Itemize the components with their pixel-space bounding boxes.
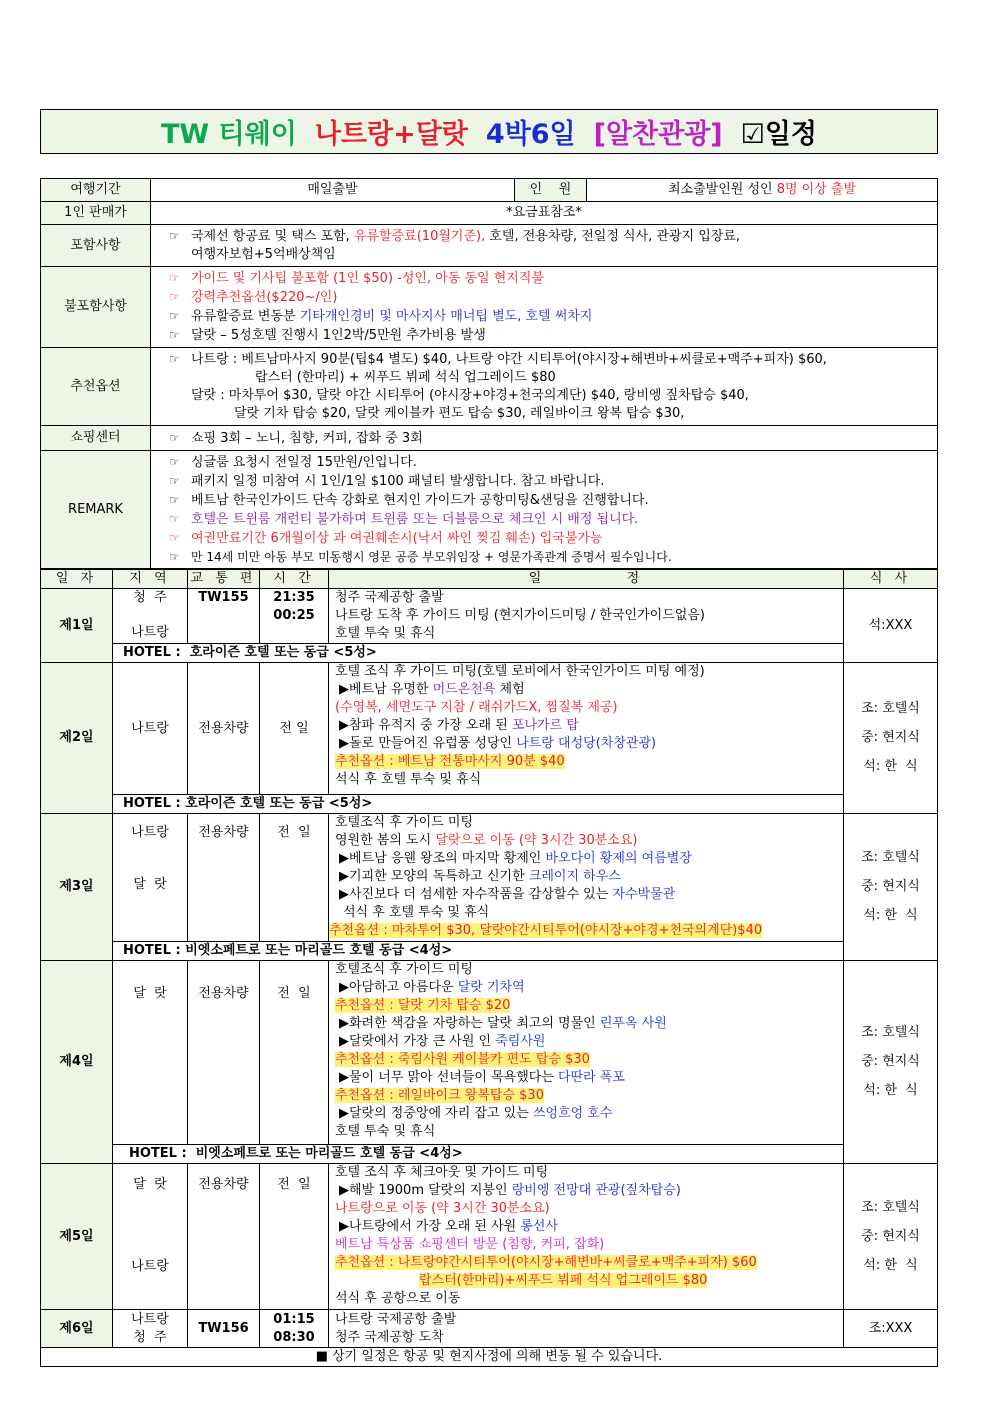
hand-pointing-icon: ☞ <box>169 290 180 304</box>
day1-time-2: 00:25 <box>273 608 315 623</box>
day3-meal-dinner: 석: 한 식 <box>863 908 918 923</box>
exclude-value <box>151 267 938 348</box>
page-title <box>40 109 938 154</box>
day4-plan-7 <box>335 1069 839 1087</box>
day1-city-1: 청 주 <box>133 590 167 605</box>
day2-meal-dinner: 석: 한 식 <box>863 759 918 774</box>
day5-langbiang: 랑비엥 전망대 관광(짚차탑승) <box>511 1183 681 1198</box>
day2-label: 제2일 <box>41 663 113 814</box>
day2-hotel: HOTEL : 호라이즌 호텔 또는 동급 <5성> <box>113 795 844 814</box>
day1-label: 제1일 <box>41 589 113 663</box>
day4-plan-7-text: ▶물이 너무 맑아 선녀들이 목욕했다는 <box>339 1070 559 1085</box>
day4-plan-9 <box>335 1105 839 1123</box>
day2-row <box>41 663 938 795</box>
day4-meal-breakfast: 조: 호텔식 <box>861 1025 920 1040</box>
day3-hotel: HOTEL : 비엣소페트로 또는 마리골드 호텔 동급 <4성> <box>113 942 844 961</box>
day2-transport: 전용차량 <box>188 663 260 795</box>
day4-plan-4-text: ▶화려한 색감을 자랑하는 달랏 최고의 명물인 <box>339 1016 600 1031</box>
day3-option: 추천옵션 : 마차투어 $30, 달랏야간시티투어(야시장+야경+천국의계단)$40 <box>329 923 763 938</box>
include-value <box>151 225 938 267</box>
include-fuel: 유류할증료(10월기준), <box>353 229 486 244</box>
day4-hotel: HOTEL : 비엣소페트로 또는 마리골드 호텔 동급 <4성> <box>113 1145 844 1164</box>
remark-passport: 여권만료기간 <box>191 531 271 546</box>
day4-option-train: 추천옵션 : 달랏 기차 탑승 $20 <box>335 998 511 1013</box>
day1-time-1: 21:35 <box>273 590 315 605</box>
include-text-2: 호텔, 전용차량, 전일정 식사, 관광지 입장료, <box>485 229 741 244</box>
exclude-personal: 기타개인경비 및 마사지사 매너팁 별도, 호텔 써차지 <box>299 309 593 324</box>
hand-pointing-icon: ☞ <box>169 328 180 342</box>
day2-plan-2-post: 체험 <box>495 682 525 697</box>
day6-time-2: 08:30 <box>273 1329 315 1345</box>
day2-ponagar: 포나가르 탑 <box>511 718 579 733</box>
info-table <box>40 178 938 569</box>
hand-pointing-icon: ☞ <box>169 229 180 243</box>
day5-option-night-tour: 추천옵션 : 나트랑야간시티투어(야시장+해변바+씨클로+맥주+피자) $60 <box>335 1255 757 1270</box>
hand-pointing-icon: ☞ <box>169 550 180 564</box>
hand-pointing-icon: ☞ <box>169 271 180 285</box>
day6-time-1: 01:15 <box>273 1311 315 1327</box>
day4-label: 제4일 <box>41 961 113 1164</box>
title-destination: 나트랑+달랏 <box>314 119 468 150</box>
day5-row <box>41 1164 938 1310</box>
day2-time: 전 일 <box>260 663 329 795</box>
day4-time: 전 일 <box>260 961 329 1145</box>
day3-plan-5-text: ▶사진보다 더 섬세한 자수작품을 감상할수 있는 <box>339 887 613 902</box>
day2-city: 나트랑 <box>113 663 188 795</box>
remark-passport-2: 과 여권훼손시(낙서 싸인 찢김 훼손) 입국불가능 <box>329 531 603 546</box>
exclude-option: 강력추천옵션($220~/인) <box>191 290 338 305</box>
people-value-text: 최소출발인원 성인 <box>667 182 777 197</box>
day3-plan-2-text: 영원한 봄의 도시 <box>335 833 436 848</box>
title-duration: 4박6일 <box>485 119 576 150</box>
people-value <box>587 179 938 202</box>
day4-city: 달 랏 <box>113 961 188 1145</box>
day2-plan-4-text: ▶참파 유적지 중 가장 오래 된 <box>339 718 512 733</box>
remark-minor: 만 14세 미만 아동 부모 미동행시 영문 공증 부모위임장 + 영문가족관계 증명서 필수입니다. <box>191 550 672 564</box>
option-nhatrang: 나트랑 : 베트남마사지 90분(팁$4 별도) $40, 나트랑 야간 시티투어(야시장+해변바+씨클로+맥주+피자) $60, <box>191 352 827 367</box>
exclude-dalat: 달랏 – 5성호텔 진행시 1인2박/5만원 추가비용 발생 <box>191 328 486 343</box>
day4-plan-2 <box>335 979 839 997</box>
day4-datanla: 다딴라 폭포 <box>558 1070 625 1085</box>
option-lobster: 랍스터 (한마리) + 씨푸드 뷔페 석식 업그레이드 $80 <box>255 370 556 385</box>
day4-meal-lunch: 중: 현지식 <box>861 1054 920 1069</box>
day3-plan-1: 호텔조식 후 가이드 미팅 <box>335 815 473 830</box>
day2-plan-7: 석식 후 호텔 투숙 및 휴식 <box>335 772 482 787</box>
day2-plan-5-text: ▶돌로 만들어진 유럽풍 성당인 <box>339 736 517 751</box>
day5-option-lobster: 랍스터(한마리)+씨푸드 뷔페 석식 업그레이드 $80 <box>419 1273 708 1288</box>
day2-meal-lunch: 중: 현지식 <box>861 730 920 745</box>
hand-pointing-icon: ☞ <box>169 493 180 507</box>
col-meal: 식 사 <box>844 570 938 589</box>
day3-label: 제3일 <box>41 814 113 961</box>
col-day: 일 자 <box>41 570 113 589</box>
col-plan: 일 정 <box>329 570 844 589</box>
day5-plan-2-text: ▶해발 1900m 달랏의 지붕인 <box>339 1183 512 1198</box>
hand-pointing-icon: ☞ <box>169 455 180 469</box>
schedule-table <box>40 569 938 1367</box>
day4-row <box>41 961 938 1145</box>
day1-hotel: HOTEL : 호라이즌 호텔 또는 동급 <5성> <box>113 644 844 663</box>
hand-pointing-icon: ☞ <box>169 512 180 526</box>
period-label: 여행기간 <box>41 179 151 202</box>
option-dalat-2: 달랏 기차 탑승 $20, 달랏 케이블카 편도 탑승 $30, 레일바이크 왕복 탑승 $30, <box>234 406 685 421</box>
day6-city-2: 청 주 <box>133 1329 167 1345</box>
include-label: 포함사항 <box>41 225 151 267</box>
day3-summer-palace: 바오다이 황제의 여름별장 <box>545 851 692 866</box>
day1-city-2: 나트랑 <box>131 625 169 640</box>
day5-plan-4 <box>335 1218 839 1236</box>
day5-meal-dinner: 석: 한 식 <box>863 1257 918 1273</box>
remark-penalty: 패키지 일정 미참여 시 1인/1일 $100 패널티 발생합니다. 참고 바랍니다. <box>191 474 605 489</box>
day6-row <box>41 1310 938 1348</box>
people-value-min: 8명 이상 출발 <box>776 182 857 197</box>
day4-train-station: 달랏 기차역 <box>457 980 525 995</box>
day6-meal: 조:XXX <box>844 1310 938 1348</box>
option-value <box>151 348 938 426</box>
day5-city-1: 달 랏 <box>133 1177 167 1192</box>
day5-meal-lunch: 중: 현지식 <box>861 1228 920 1244</box>
day3-plan-3-text: ▶베트남 응웬 왕조의 마지막 황제인 <box>339 851 546 866</box>
day5-plan-8: 석식 후 공항으로 이동 <box>335 1291 461 1306</box>
day4-plan-2-text: ▶아담하고 아름다운 <box>339 980 458 995</box>
remark-guide: 베트남 한국인가이드 단속 강화로 현지인 가이드가 공항미팅&샌딩을 진행합니다. <box>191 493 649 508</box>
day5-plan-1: 호텔 조식 후 체크아웃 및 가이드 미팅 <box>335 1165 549 1180</box>
day3-city-2: 달 랏 <box>133 877 167 892</box>
remark-passport-period: 6개월이상 <box>270 531 329 546</box>
day2-plan-4 <box>335 717 839 735</box>
include-insurance: 여행자보험+5억배상책임 <box>191 247 336 262</box>
col-transport: 교 통 편 <box>188 570 260 589</box>
day3-meal-breakfast: 조: 호텔식 <box>861 850 920 865</box>
day5-plan-3: 나트랑으로 이동 (약 3시간 30분소요) <box>335 1201 550 1216</box>
remark-single: 싱글룸 요청시 전일정 15만원/인입니다. <box>191 455 417 470</box>
day4-plan-10: 호텔 투숙 및 휴식 <box>335 1124 436 1139</box>
day2-option: 추천옵션 : 베트남 전통마사지 90분 $40 <box>335 754 565 769</box>
day3-city-1: 나트랑 <box>131 825 169 840</box>
day4-plan-4 <box>335 1015 839 1033</box>
day1-flight: TW155 <box>198 590 249 605</box>
title-brand: TW 티웨이 <box>160 119 297 150</box>
title-tag: [알찬관광] <box>593 119 723 150</box>
day2-plan-5 <box>335 735 839 753</box>
day6-city-1: 나트랑 <box>131 1311 169 1327</box>
day5-transport: 전용차량 <box>188 1164 260 1310</box>
day3-row <box>41 814 938 942</box>
day6-flight: TW156 <box>188 1310 260 1348</box>
day3-plan-4 <box>335 868 839 886</box>
day3-crazy-house: 크레이지 하우스 <box>528 869 621 884</box>
day3-plan-5 <box>335 886 839 904</box>
day5-plan-4-text: ▶나트랑에서 가장 오래 된 사원 <box>339 1219 521 1234</box>
day4-plan-5 <box>335 1033 839 1051</box>
price-value: *요금표참조* <box>151 202 938 225</box>
option-label: 추천옵션 <box>41 348 151 426</box>
day4-meal-dinner: 석: 한 식 <box>863 1083 918 1098</box>
include-text: 국제선 항공료 및 택스 포함, <box>191 229 354 244</box>
hand-pointing-icon: ☞ <box>169 352 180 366</box>
hand-pointing-icon: ☞ <box>169 474 180 488</box>
day3-plan-4-text: ▶기괴한 모양의 독특하고 신기한 <box>339 869 529 884</box>
shop-text: 쇼핑 3회 – 노니, 침향, 커피, 잡화 중 3회 <box>191 430 423 446</box>
hand-pointing-icon: ☞ <box>169 531 180 545</box>
day5-label: 제5일 <box>41 1164 113 1310</box>
day3-plan-3 <box>335 850 839 868</box>
remark-room: 호텔은 트윈룸 개런티 불가하며 트윈룸 또는 더블룸으로 체크인 시 배정 됩니다. <box>191 512 639 527</box>
day6-plan-1: 나트랑 국제공항 출발 <box>335 1311 457 1327</box>
day4-option-cable: 추천옵션 : 죽림사원 케이블카 편도 탑승 $30 <box>335 1052 590 1067</box>
col-region: 지 역 <box>113 570 188 589</box>
day3-plan-2 <box>335 832 839 850</box>
exclude-label: 불포함사항 <box>41 267 151 348</box>
day5-meal-breakfast: 조: 호텔식 <box>861 1199 920 1215</box>
shop-value <box>151 426 938 451</box>
day3-move-dalat: 달랏으로 이동 (약 3시간 30분소요) <box>435 833 638 848</box>
title-schedule: ☑일정 <box>740 119 818 150</box>
day4-xuan-huong: 쓰엉흐엉 호수 <box>532 1106 613 1121</box>
day3-meal-lunch: 중: 현지식 <box>861 879 920 894</box>
day2-plan-3: (수영복, 세면도구 지참 / 래쉬가드X, 찜질복 제공) <box>335 700 618 715</box>
hand-pointing-icon: ☞ <box>169 430 180 445</box>
day4-plan-5-text: ▶달랏에서 가장 큰 사원 인 <box>339 1034 496 1049</box>
day1-plan-1: 청주 국제공항 출발 <box>335 590 444 605</box>
day2-mud-bath: 머드온천욕 <box>432 682 496 697</box>
day5-plan-2 <box>335 1182 839 1200</box>
day2-plan-2 <box>335 681 839 699</box>
schedule-header <box>41 570 938 589</box>
day5-time: 전 일 <box>260 1164 329 1310</box>
day4-plan-1: 호텔조식 후 가이드 미팅 <box>335 962 473 977</box>
day2-plan-1: 호텔 조식 후 가이드 미팅(호텔 로비에서 한국인가이드 미팅 예정) <box>335 664 705 679</box>
price-label: 1인 판매가 <box>41 202 151 225</box>
people-label: 인 원 <box>515 179 587 202</box>
day3-embroidery: 자수박물관 <box>612 887 676 902</box>
day4-option-rail: 추천옵션 : 레일바이크 왕복탑승 $30 <box>335 1088 544 1103</box>
col-time: 시 간 <box>260 570 329 589</box>
remark-label: REMARK <box>41 451 151 569</box>
schedule-notice: ■ 상기 일정은 항공 및 현지사정에 의해 변동 될 수 있습니다. <box>41 1348 938 1367</box>
day2-plan-2-text: ▶베트남 유명한 <box>339 682 433 697</box>
day5-city-2: 나트랑 <box>131 1259 169 1274</box>
day5-long-son: 롱선사 <box>520 1219 559 1234</box>
day5-shopping: 베트남 특상품 쇼핑센터 방문 (침향, 커피, 잡화) <box>335 1237 605 1252</box>
day4-transport: 전용차량 <box>188 961 260 1145</box>
day3-plan-6: 석식 후 호텔 투숙 및 휴식 <box>343 905 490 920</box>
day1-plan-3: 호텔 투숙 및 휴식 <box>335 626 436 641</box>
day4-truc-lam: 죽림사원 <box>495 1034 546 1049</box>
day6-label: 제6일 <box>41 1310 113 1348</box>
day4-linh-phuoc: 린푸옥 사원 <box>599 1016 667 1031</box>
period-value: 매일출발 <box>151 179 515 202</box>
remark-value <box>151 451 938 569</box>
day1-meal: 석:XXX <box>844 589 938 663</box>
day2-cathedral: 나트랑 대성당(차창관광) <box>516 736 657 751</box>
day3-transport: 전용차량 <box>188 814 260 942</box>
exclude-fuel: 유류할증료 변동분 <box>191 309 300 324</box>
day2-meal-breakfast: 조: 호텔식 <box>861 701 920 716</box>
shop-label: 쇼핑센터 <box>41 426 151 451</box>
day1-plan-2: 나트랑 도착 후 가이드 미팅 (현지가이드미팅 / 한국인가이드없음) <box>335 608 705 623</box>
option-dalat: 달랏 : 마차투어 $30, 달랏 야간 시티투어 (야시장+야경+천국의계단) $40, 랑비엥 짚차탑승 $40, <box>191 388 749 403</box>
day1-row <box>41 589 938 644</box>
day6-plan-2: 청주 국제공항 도착 <box>335 1329 444 1345</box>
day3-time: 전 일 <box>260 814 329 942</box>
exclude-tip: 가이드 및 기사팁 불포함 (1인 $50) -성인, 아동 동일 현지직불 <box>191 271 544 286</box>
hand-pointing-icon: ☞ <box>169 309 180 323</box>
day4-plan-9-text: ▶달랏의 정중앙에 자리 잡고 있는 <box>339 1106 533 1121</box>
